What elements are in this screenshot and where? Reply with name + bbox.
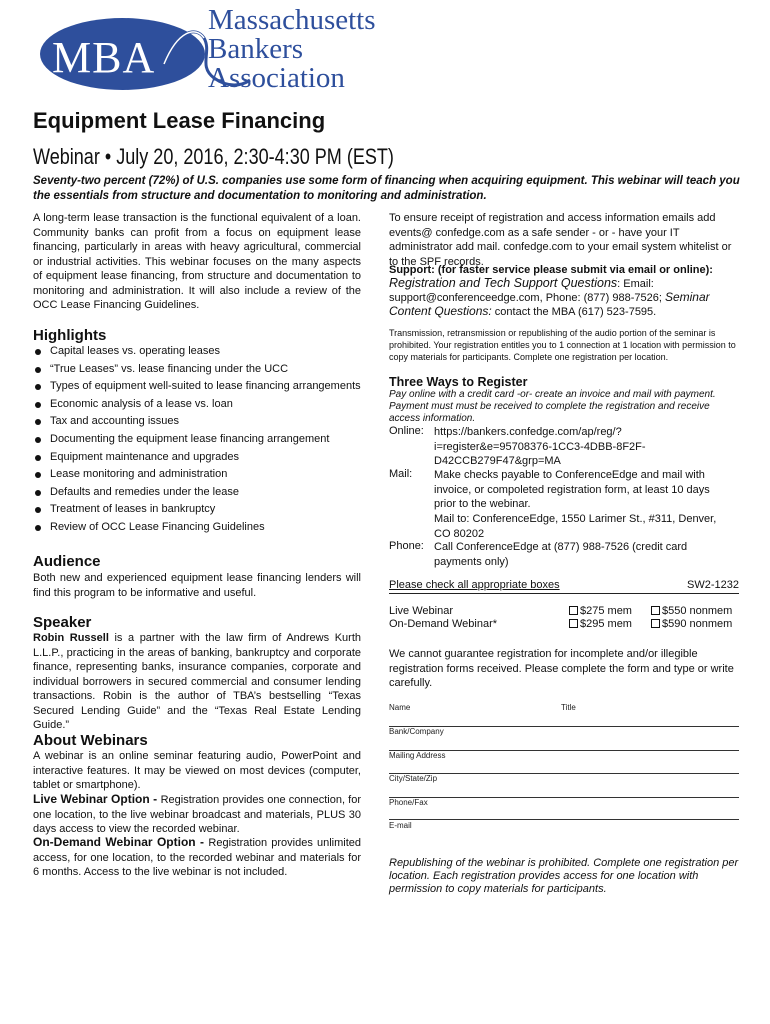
- ondemand-option-label: On-Demand Webinar Option -: [33, 835, 209, 849]
- ondemand-member-option[interactable]: [569, 618, 632, 631]
- register-note: Pay online with a credit card -or- create an invoice and mail with payment. Payment must must be received to complete the registration and receive access information.: [389, 389, 716, 424]
- list-item: Lease monitoring and administration: [33, 466, 361, 484]
- speaker-name: Robin Russell: [33, 632, 109, 644]
- logo-line-3: Association: [208, 62, 345, 94]
- address-field[interactable]: [389, 773, 739, 774]
- city-field-label: City/State/Zip: [389, 774, 438, 783]
- description: A long-term lease transaction is the functional equivalent of a loan. Community banks can profit from a focus on equipment lease financing, particularly in areas with heavy agricultural, commercial or industrial activities. This webinar focuses on the many aspects of equipment lease financing, from structure and documentation to monitoring and administration. It will also include a review of the OCC Lease Financing Guidelines.: [33, 212, 361, 311]
- list-item: Treatment of leases in bankruptcy: [33, 501, 361, 519]
- list-item: Review of OCC Lease Financing Guidelines: [33, 519, 361, 537]
- checkbox-header: [389, 579, 739, 591]
- mba-logo: [40, 6, 380, 96]
- speaker-bio-text: is a partner with the law firm of Andrews Kurth L.L.P., practicing in the areas of banking, bankruptcy and corporate finance, representing banks, insurance companies, corporate and individual borrowers in secured commercial and consumer lending transactions. Robin is the author of TBA’s bestselling “Texas Secured Lending Guide” and the “Texas Real Estate Lending Guide.”: [33, 632, 361, 731]
- checkbox[interactable]: [651, 619, 660, 628]
- support-heading: Support: (for faster service please submit via email or online):: [389, 264, 713, 276]
- phone-text: Call ConferenceEdge at (877) 988-7526 (credit card payments only): [434, 541, 688, 568]
- live-option-label: Live Webinar Option -: [33, 792, 161, 806]
- live-member-option[interactable]: [569, 605, 632, 618]
- guarantee-text: We cannot guarantee registration for incomplete and/or illegible registration forms received. Please complete the form and type or write carefully.: [389, 648, 734, 689]
- live-webinar-label: Live Webinar: [389, 605, 453, 617]
- ondemand-option-text: Registration provides unlimited access, for one location, to the recorded webinar and materials for 6 months. Access to the live webinar is not included.: [33, 837, 361, 878]
- phone-field[interactable]: [389, 819, 739, 820]
- ondemand-nonmember-price: $590 nonmem: [662, 618, 733, 630]
- logo-wordmark: [208, 6, 376, 93]
- highlights-heading: Highlights: [33, 327, 107, 344]
- transmission-notice: Transmission, retransmission or republishing of the audio portion of the seminar is prohibited. Your registration entitles you to 1 connection at 1 location with permission to copy materials for participants. Complete one registration per location.: [389, 328, 736, 362]
- live-option: [33, 792, 361, 837]
- live-option-text: Registration provides one connection, for one location, to the live webinar broadcast and materials, PLUS 30 days access to view the recorded webinar.: [33, 794, 362, 835]
- email-field-label: E-mail: [389, 821, 412, 830]
- live-nonmember-option[interactable]: [651, 605, 732, 618]
- course-code: SW2-1232: [687, 579, 739, 591]
- audience-text: Both new and experienced equipment lease financing lenders will find this program to be informative and useful.: [33, 572, 361, 599]
- mail-label: Mail:: [389, 468, 413, 480]
- list-item: Defaults and remedies under the lease: [33, 484, 361, 502]
- address-field-label: Mailing Address: [389, 751, 446, 760]
- checkbox[interactable]: [569, 606, 578, 615]
- logo-badge: [40, 18, 210, 90]
- ondemand-option: [33, 835, 361, 880]
- speaker-bio: [33, 631, 361, 733]
- seminar-content-label: Seminar Content Questions:: [389, 290, 710, 318]
- checkbox[interactable]: [569, 619, 578, 628]
- audience-heading: Audience: [33, 553, 101, 570]
- city-field[interactable]: [389, 797, 739, 798]
- highlights-list: [33, 343, 361, 537]
- ondemand-webinar-label: On-Demand Webinar*: [389, 618, 498, 630]
- online-url[interactable]: https://bankers.confedge.com/ap/reg/?i=register&e=95708376-1CC3-4DBB-8F2F-D42CCB279F47&grp=MA: [434, 426, 646, 467]
- registration-form: [389, 700, 741, 830]
- about-heading: About Webinars: [33, 732, 148, 749]
- list-item: Tax and accounting issues: [33, 413, 361, 431]
- page-title: Equipment Lease Financing: [33, 108, 326, 133]
- about-text: A webinar is an online seminar featuring audio, PowerPoint and interactive features. It may be viewed on most devices (computer, tablet or smartphone).: [33, 750, 361, 791]
- mail-text: Make checks payable to ConferenceEdge and mail with invoice, or compoleted registration form, at least 10 days prior to the webinar.: [434, 469, 710, 510]
- live-nonmember-price: $550 nonmem: [662, 605, 733, 617]
- ondemand-nonmember-option[interactable]: [651, 618, 732, 631]
- mail-address: Mail to: ConferenceEdge, 1550 Larimer St., #311, Denver, CO 80202: [434, 513, 717, 540]
- list-item: Equipment maintenance and upgrades: [33, 449, 361, 467]
- live-member-price: $275 mem: [580, 605, 632, 617]
- logo-line-1: Massachusetts: [208, 4, 376, 36]
- list-item: Economic analysis of a lease vs. loan: [33, 396, 361, 414]
- logo-abbr: MBA: [52, 33, 156, 82]
- online-label: Online:: [389, 425, 424, 437]
- logo-line-2: Bankers: [208, 33, 304, 65]
- receipt-text: To ensure receipt of registration and access information emails add events@ confedge.com as a safe sender - or - have your IT administrator add mail. confedge.com to your email system whitelist or to the SPF records.: [389, 212, 732, 268]
- bank-field-label: Bank/Company: [389, 727, 444, 736]
- intro-text: Seventy-two percent (72%) of U.S. companies use some form of financing when acquiring equipment. This webinar will teach you the essentials from structure and documentation to monitoring and administration.: [33, 175, 740, 202]
- ondemand-member-price: $295 mem: [580, 618, 632, 630]
- list-item: Types of equipment well-suited to lease financing arrangements: [33, 378, 361, 396]
- reg-support-label: Registration and Tech Support Questions: [389, 276, 618, 290]
- name-field-label: Name: [389, 703, 411, 712]
- pricing-options: [389, 605, 741, 635]
- register-heading: Three Ways to Register: [389, 375, 528, 389]
- title-field-label: Title: [561, 703, 576, 712]
- reg-support-text: : Email: support@conferenceedge.com, Phone: (877) 988-7526;: [389, 278, 665, 304]
- phone-label: Phone:: [389, 540, 424, 552]
- check-instruction: Please check all appropriate boxes: [389, 579, 560, 591]
- republish-notice: Republishing of the webinar is prohibited. Complete one registration per location. Each registration provides access for one location with permission to copy materials for participants.: [389, 857, 739, 895]
- list-item: Capital leases vs. operating leases: [33, 343, 361, 361]
- speaker-heading: Speaker: [33, 614, 92, 631]
- register-methods: [389, 425, 741, 575]
- phone-field-label: Phone/Fax: [389, 798, 428, 807]
- checkbox[interactable]: [651, 606, 660, 615]
- divider: [389, 593, 739, 594]
- seminar-content-text: contact the MBA (617) 523-7595.: [491, 306, 657, 318]
- list-item: “True Leases” vs. lease financing under the UCC: [33, 361, 361, 379]
- support-text: [389, 277, 741, 319]
- webinar-date: Webinar • July 20, 2016, 2:30-4:30 PM (EST): [33, 144, 394, 169]
- list-item: Documenting the equipment lease financing arrangement: [33, 431, 361, 449]
